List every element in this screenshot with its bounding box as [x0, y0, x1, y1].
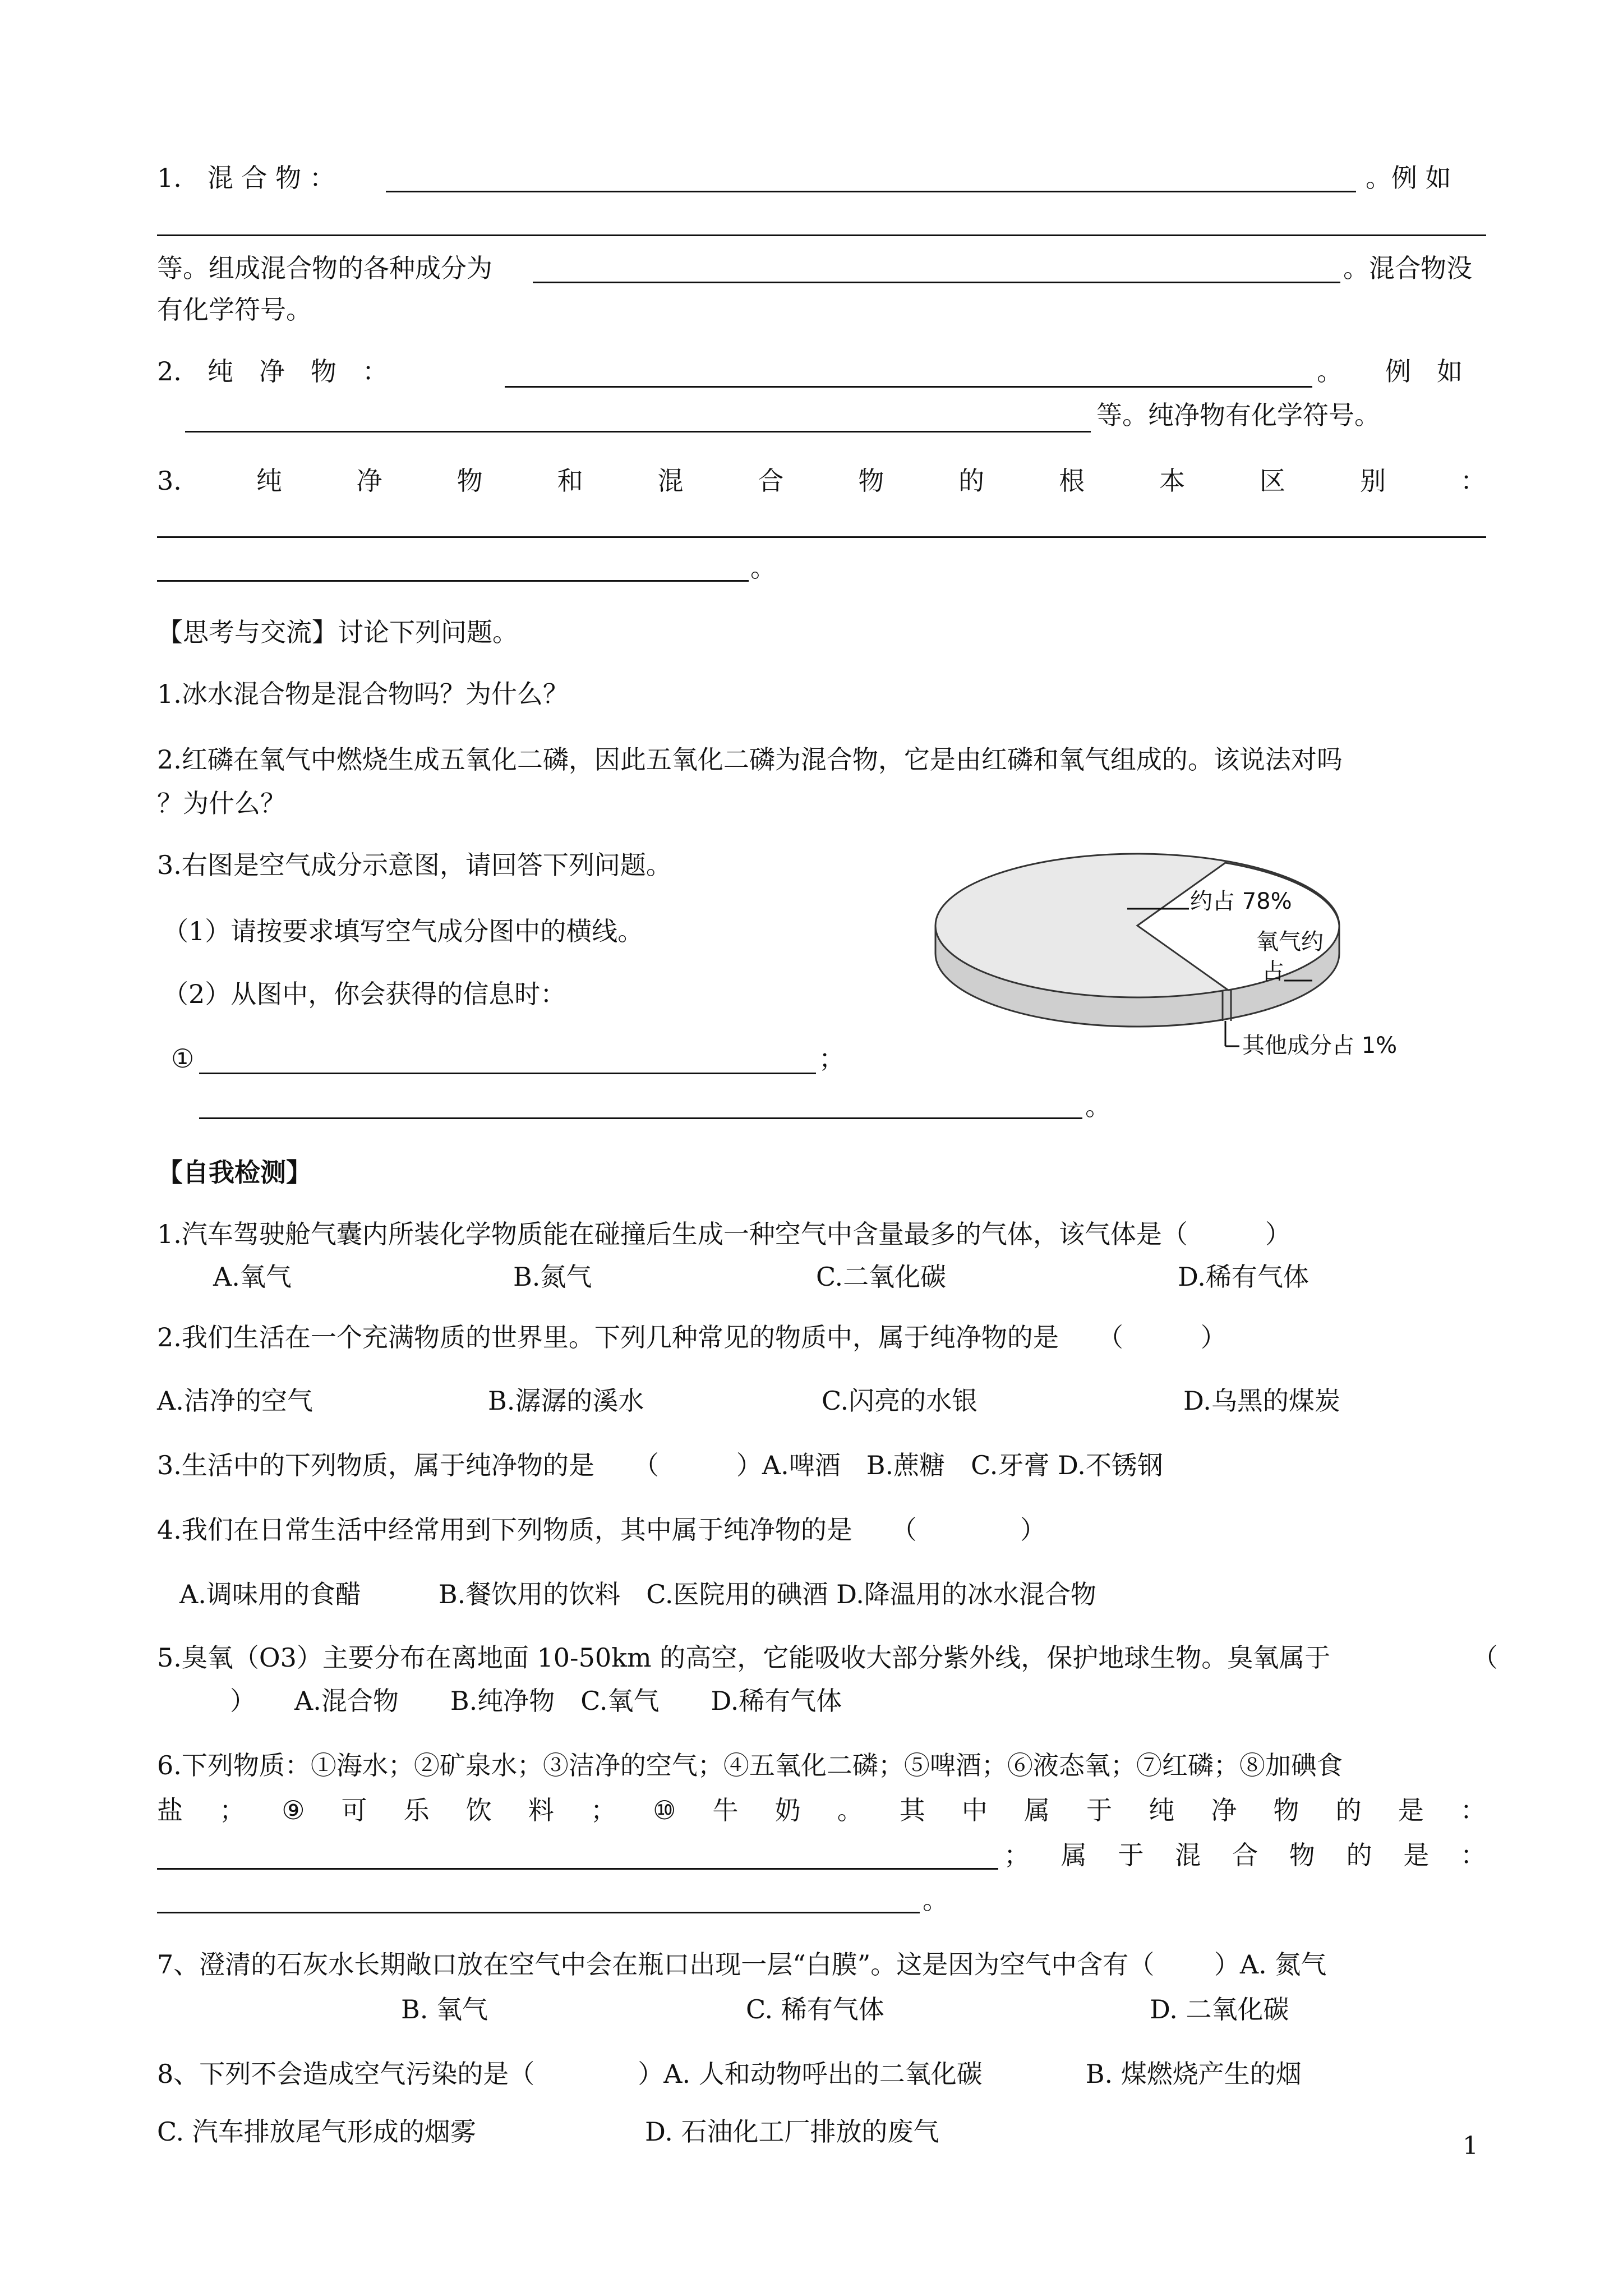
sc-q5-paren: （ [1472, 1642, 1498, 1673]
question-char: 混 [1175, 1840, 1201, 1870]
sc-q4-options: A.调味用的食醋 B.餐饮用的饮料 C.医院用的碘酒 D.降温用的冰水混合物 [179, 1579, 1096, 1609]
think-q3-2: （2）从图中，你会获得的信息时： [163, 979, 566, 1009]
question-char: ； [1004, 1840, 1030, 1870]
heading-char: ： [1460, 466, 1486, 496]
q1-line2a: 等。组成混合物的各种成分为 [157, 253, 492, 283]
question-char: 于 [1118, 1840, 1144, 1870]
heading-char: 物 [457, 466, 483, 496]
question-char: 属 [1024, 1795, 1050, 1825]
sc-q8a: 8、下列不会造成空气污染的是（ ）A. 人和动物呼出的二氧化碳 B. 煤燃烧产生的烟 [157, 2059, 1302, 2089]
q1-line2b: 。混合物没 [1343, 253, 1472, 283]
q3-heading [157, 463, 1486, 499]
question-char: 纯 [1149, 1795, 1175, 1825]
option-b[interactable]: B.氮气 [513, 1262, 592, 1292]
question-char: 是 [1403, 1840, 1430, 1870]
sc-q2: 2.我们生活在一个充满物质的世界里。下列几种常见的物质中，属于纯净物的是 （ ） [157, 1322, 1227, 1352]
option-a[interactable]: A.洁净的空气 [157, 1386, 313, 1416]
question-char: 其 [899, 1795, 925, 1825]
answer-blank[interactable] [185, 431, 1091, 432]
option-d[interactable]: D.乌黑的煤炭 [1183, 1386, 1340, 1416]
question-char: ： [1460, 1840, 1486, 1870]
think-q2a: 2.红磷在氧气中燃烧生成五氧化二磷，因此五氧化二磷为混合物，它是由红磷和氧气组成的。该说法对吗 [157, 744, 1343, 775]
heading-char: 净 [356, 466, 382, 496]
option-a[interactable]: A.氧气 [213, 1262, 292, 1292]
q2-line2: 等。纯净物有化学符号。 [1096, 400, 1380, 430]
heading-char: 纯 [256, 466, 282, 496]
think-q3-1: （1）请按要求填写空气成分图中的横线。 [163, 916, 644, 946]
sc-q5b: ） A.混合物 B.纯净物 C.氧气 D.稀有气体 [230, 1686, 842, 1716]
q2-head: 2. 纯 净 物 ： [157, 356, 388, 386]
pie-label-o2-a: 氧气约 [1256, 929, 1324, 955]
pie-label-other: 其他成分占 1% [1242, 1033, 1398, 1059]
sc-q3: 3.生活中的下列物质，属于纯净物的是 （ ）A.啤酒 B.蔗糖 C.牙膏 D.不锈钢 [157, 1450, 1163, 1480]
q1-tail: 。例 如 [1366, 163, 1451, 193]
heading-char: 本 [1159, 466, 1186, 496]
question-char: 中 [961, 1795, 988, 1825]
question-char: ⑩ [653, 1795, 676, 1825]
heading-char: 区 [1260, 466, 1286, 496]
heading-char: 混 [657, 466, 684, 496]
think-q3: 3.右图是空气成分示意图，请回答下列问题。 [157, 850, 672, 880]
answer-blank[interactable] [199, 1073, 816, 1074]
pie-label-o2-b: 占 [1262, 959, 1284, 984]
sc-q6a: 6.下列物质：①海水；②矿泉水；③洁净的空气；④五氧化二磷；⑤啤酒；⑥液态氧；⑦红磷；⑧加碘食 [157, 1750, 1343, 1780]
think-q1: 1.冰水混合物是混合物吗？为什么？ [157, 679, 569, 709]
question-char: 可 [341, 1795, 367, 1825]
q3-end: 。 [750, 553, 776, 583]
question-char: 牛 [712, 1795, 739, 1825]
question-char: 饮 [465, 1795, 492, 1825]
q1-head: 1. 混 合 物 ： [157, 163, 335, 193]
heading-char: 物 [858, 466, 884, 496]
answer-blank[interactable] [199, 1117, 1082, 1119]
option-b[interactable]: B. 氧气 [401, 1994, 488, 2024]
sc-q6c [1004, 1837, 1486, 1873]
option-d[interactable]: D. 石油化工厂排放的废气 [645, 2116, 939, 2147]
question-char: 乐 [403, 1795, 430, 1825]
option-d[interactable]: D.稀有气体 [1178, 1262, 1309, 1292]
question-char: 净 [1211, 1795, 1237, 1825]
question-char: 盐 [157, 1795, 183, 1825]
air-composition-pie [925, 853, 1398, 1066]
sc-q7a: 7、澄清的石灰水长期敞口放在空气中会在瓶口出现一层“白膜”。这是因为空气中含有（ ）A. 氮气 [157, 1949, 1327, 1980]
sc-q5a: 5.臭氧（O3）主要分布在离地面 10-50km 的高空，它能吸收大部分紫外线，保护地球生物。臭氧属于 [157, 1642, 1331, 1673]
question-char: ： [1460, 1795, 1486, 1825]
question-char: ； [219, 1795, 246, 1825]
question-char: 的 [1346, 1840, 1372, 1870]
heading-char: 和 [557, 466, 583, 496]
think-heading: 【思考与交流】讨论下列问题。 [157, 617, 518, 647]
option-c[interactable]: C.二氧化碳 [816, 1262, 947, 1292]
heading-char: 别 [1359, 466, 1386, 496]
answer-blank[interactable] [157, 536, 1486, 538]
question-char: 于 [1086, 1795, 1113, 1825]
q2-tail2: 例 如 [1385, 356, 1463, 386]
sc-q6b [157, 1792, 1486, 1828]
page-number: 1 [1463, 2132, 1478, 2160]
heading-char: 合 [758, 466, 784, 496]
answer-blank[interactable] [157, 1912, 920, 1913]
answer-blank[interactable] [533, 282, 1340, 283]
heading-char: 的 [958, 466, 985, 496]
q2-tail1: 。 [1317, 356, 1343, 386]
think-end: 。 [1085, 1091, 1111, 1121]
option-d[interactable]: D. 二氧化碳 [1150, 1994, 1289, 2024]
question-char: 。 [837, 1795, 863, 1825]
question-char: 物 [1289, 1840, 1315, 1870]
sc-q6-end: 。 [923, 1885, 948, 1915]
answer-blank[interactable] [157, 1868, 998, 1870]
option-b[interactable]: B.潺潺的溪水 [488, 1386, 644, 1416]
option-c[interactable]: C. 稀有气体 [746, 1994, 884, 2024]
question-char: 料 [528, 1795, 554, 1825]
answer-blank[interactable] [157, 234, 1486, 236]
question-char: 是 [1398, 1795, 1424, 1825]
question-char: 合 [1232, 1840, 1258, 1870]
heading-char: 根 [1059, 466, 1085, 496]
semicolon: ； [819, 1043, 845, 1074]
answer-blank[interactable] [386, 191, 1356, 192]
circle-number: ① [171, 1043, 195, 1074]
think-q2b: ？为什么？ [157, 788, 286, 818]
answer-blank[interactable] [505, 386, 1312, 388]
sc-q4: 4.我们在日常生活中经常用到下列物质，其中属于纯净物的是 （ ） [157, 1515, 1046, 1545]
selfcheck-heading: 【自我检测】 [157, 1157, 312, 1188]
question-char: 奶 [774, 1795, 801, 1825]
question-char: 的 [1335, 1795, 1362, 1825]
option-c[interactable]: C. 汽车排放尾气形成的烟雾 [157, 2116, 476, 2147]
heading-char: 3. [157, 466, 182, 496]
question-char: ⑨ [282, 1795, 305, 1825]
answer-blank[interactable] [157, 580, 749, 582]
q1-line3: 有化学符号。 [157, 295, 312, 325]
sc-q1: 1.汽车驾驶舱气囊内所装化学物质能在碰撞后生成一种空气中含量最多的气体，该气体是（ ） [157, 1219, 1291, 1249]
question-char: 物 [1273, 1795, 1299, 1825]
pie-label-n2: 约占 78% [1190, 889, 1292, 914]
option-c[interactable]: C.闪亮的水银 [822, 1386, 978, 1416]
question-char: 属 [1061, 1840, 1087, 1870]
question-char: ； [591, 1795, 617, 1825]
